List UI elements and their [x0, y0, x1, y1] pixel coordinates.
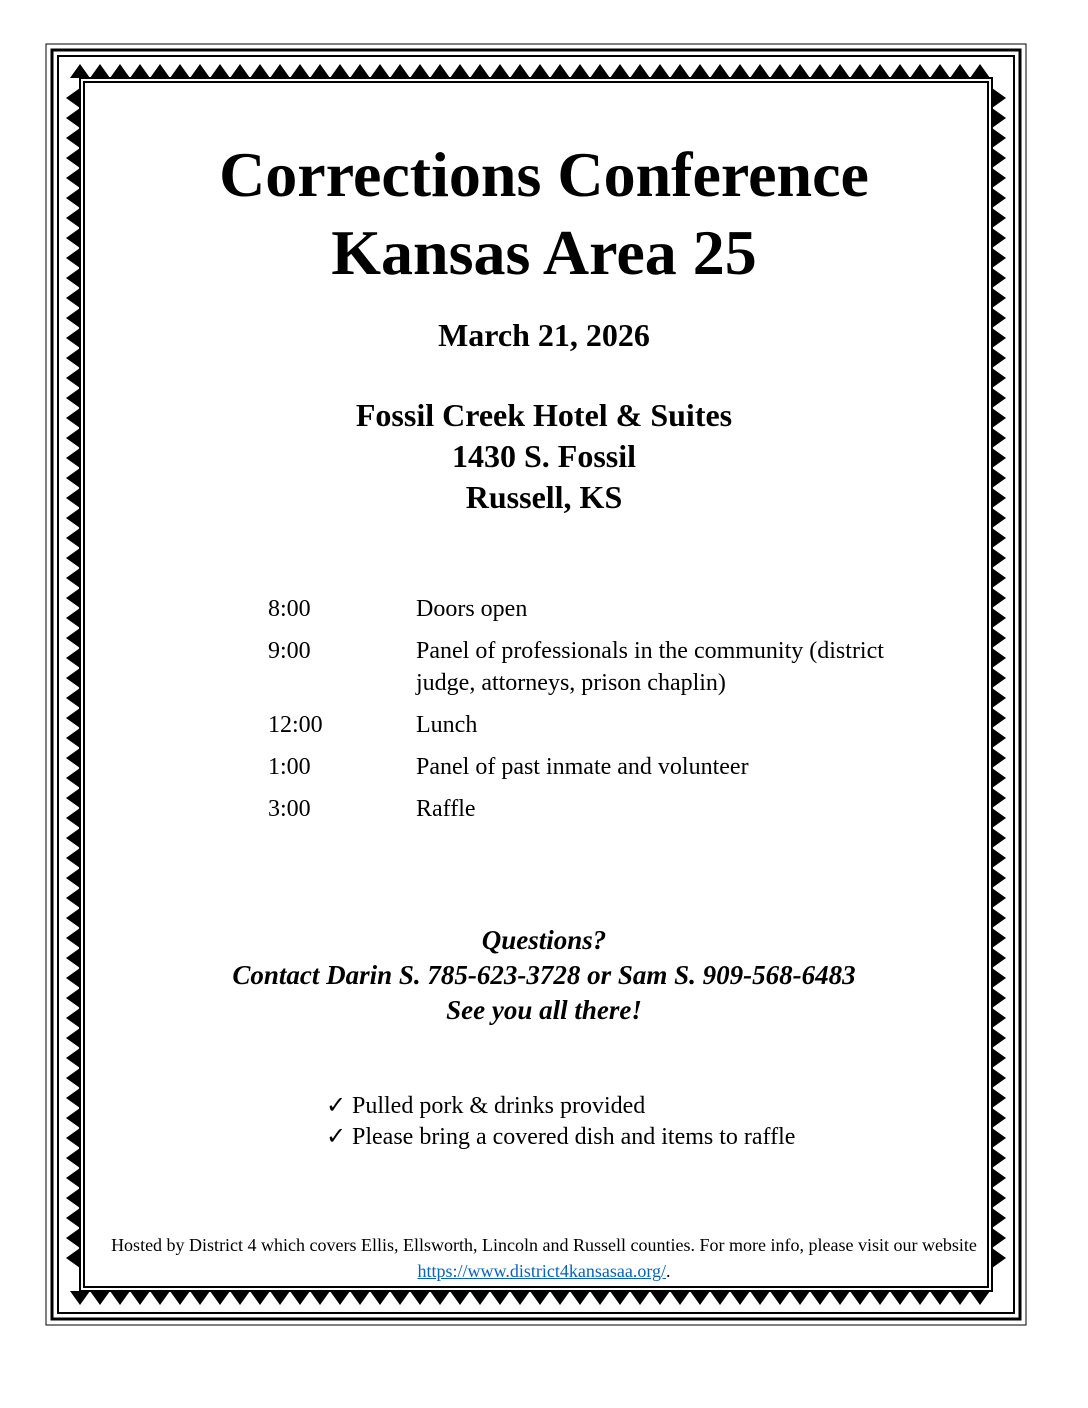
venue-block	[0, 395, 1088, 518]
website-link[interactable]: https://www.district4kansasaa.org/	[417, 1261, 666, 1281]
schedule-desc: Panel of professionals in the community (district judge, attorneys, prison chaplin)	[416, 638, 884, 696]
schedule-desc: Raffle	[416, 796, 476, 822]
schedule	[268, 593, 968, 835]
title-line-1: Corrections Conference	[219, 139, 869, 210]
checklist-text: Pulled pork & drinks provided	[352, 1093, 646, 1119]
schedule-row	[268, 751, 968, 783]
schedule-desc: Panel of past inmate and volunteer	[416, 754, 749, 780]
schedule-time: 8:00	[268, 596, 311, 622]
contact-block	[0, 923, 1088, 1028]
event-date: March 21, 2026	[438, 317, 650, 353]
checklist-item	[326, 1122, 795, 1153]
contact-line: Contact Darin S. 785-623-3728 or Sam S. 909-568-6483	[232, 960, 856, 990]
checklist	[326, 1091, 795, 1153]
schedule-row	[268, 793, 968, 825]
footer-text: Hosted by District 4 which covers Ellis, Ellsworth, Lincoln and Russell counties. For more info, please visit our website	[111, 1235, 977, 1255]
checklist-item	[326, 1091, 795, 1122]
schedule-row	[268, 709, 968, 741]
checkmark-icon: ✓	[326, 1093, 347, 1119]
contact-closing: See you all there!	[446, 995, 642, 1025]
venue-name: Fossil Creek Hotel & Suites	[355, 397, 733, 433]
schedule-desc: Doors open	[416, 596, 528, 622]
schedule-desc: Lunch	[416, 712, 478, 738]
schedule-time: 1:00	[268, 754, 311, 780]
schedule-time: 3:00	[268, 796, 311, 822]
checklist-text: Please bring a covered dish and items to raffle	[352, 1124, 796, 1150]
schedule-row	[268, 593, 968, 625]
schedule-time: 12:00	[268, 712, 323, 738]
contact-question: Questions?	[481, 925, 607, 955]
venue-city: Russell, KS	[465, 479, 623, 515]
schedule-time: 9:00	[268, 638, 311, 664]
checkmark-icon: ✓	[326, 1124, 347, 1150]
footer-period: .	[665, 1261, 671, 1281]
schedule-row	[268, 635, 968, 699]
venue-address: 1430 S. Fossil	[451, 438, 637, 474]
title-line-2: Kansas Area 25	[331, 217, 757, 288]
footer-note	[90, 1232, 998, 1284]
